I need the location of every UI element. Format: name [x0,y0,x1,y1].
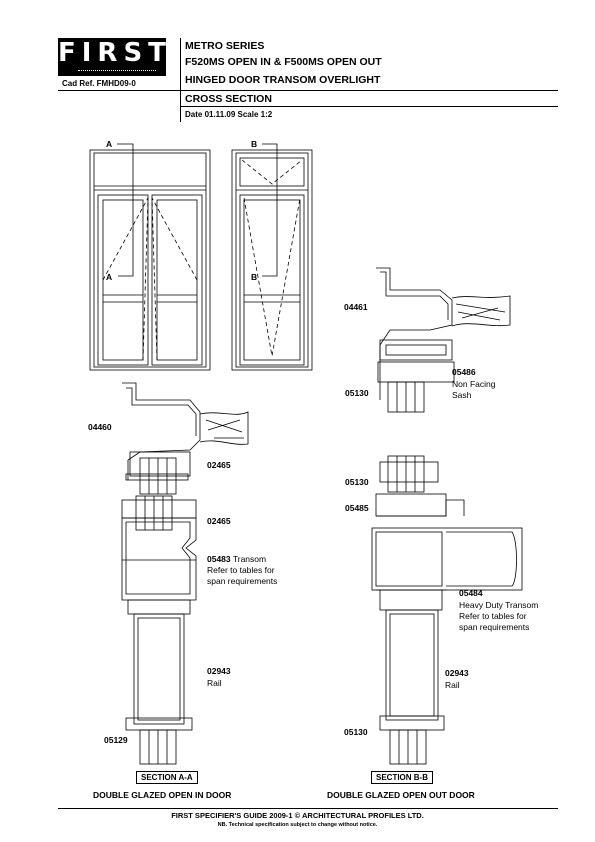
section-b-label: SECTION B-B [371,771,433,784]
section-a-caption: DOUBLE GLAZED OPEN IN DOOR [93,790,232,800]
label-04460: 04460 [88,422,112,432]
label-05486-desc-2: Sash [452,390,472,400]
label-05486: 05486 [452,367,476,377]
label-05484-desc-1: Heavy Duty Transom [459,600,539,610]
section-a-transom [122,496,196,764]
section-b-mark-bottom: B [251,272,258,282]
section-a-label: SECTION A-A [136,771,198,784]
label-05130-mid: 05130 [345,477,369,487]
section-a-mark-top: A [106,139,113,149]
label-05484-desc-3: span requirements [459,622,530,632]
cad-reference: Cad Ref. FMHD09-0 [62,79,136,88]
section-b-caption: DOUBLE GLAZED OPEN OUT DOOR [327,790,475,800]
label-05130-top: 05130 [345,388,369,398]
section-a-mark-bottom: A [106,272,113,282]
footer-rule [58,808,558,809]
section-b-transom [372,456,522,764]
elevation-a [90,144,210,370]
label-02943-right: 02943 [445,668,469,678]
label-05483-desc-3: span requirements [207,576,278,586]
label-05484: 05484 [459,588,483,598]
label-02943-left: 02943 [207,666,231,676]
drawing-type-title: CROSS SECTION [185,93,272,105]
label-05484-desc-2: Refer to tables for [459,611,527,621]
elevation-b [232,144,312,370]
label-rail-right: Rail [445,680,460,690]
date-scale: Date 01.11.09 Scale 1:2 [185,110,273,119]
product-title: F520MS OPEN IN & F500MS OPEN OUT [185,56,382,68]
label-05483-desc-2: Refer to tables for [207,565,275,575]
label-05485: 05485 [345,503,369,513]
label-02465-b: 02465 [207,516,231,526]
label-rail-left: Rail [207,678,222,688]
section-b-mark-top: B [251,139,258,149]
section-b-head [376,268,510,412]
label-05129: 05129 [104,735,128,745]
section-a-head [122,383,248,494]
footer-copyright: FIRST SPECIFIER'S GUIDE 2009-1 © ARCHITECTURAL PROFILES LTD. [171,811,424,820]
logo-text: FIRST [58,38,172,68]
label-05486-desc-1: Non Facing [452,379,496,389]
label-05130-bottom: 05130 [344,727,368,737]
door-type-title: HINGED DOOR TRANSOM OVERLIGHT [185,74,381,86]
label-05483: 05483 Transom [207,554,267,564]
footer-disclaimer: NB. Technical specification subject to change without notice. [217,822,378,828]
label-04461: 04461 [344,302,368,312]
series-title: METRO SERIES [185,40,265,52]
label-02465-a: 02465 [207,460,231,470]
